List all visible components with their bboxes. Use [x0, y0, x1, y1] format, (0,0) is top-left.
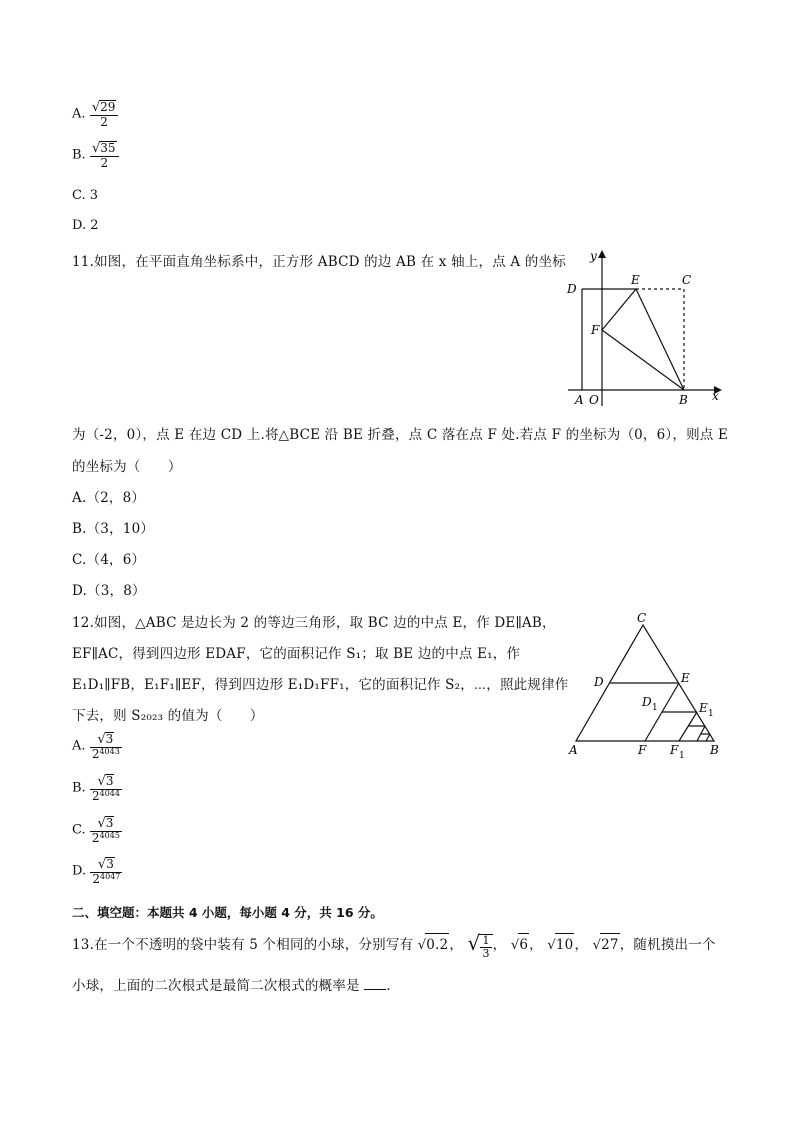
label-f: F [638, 743, 647, 757]
label-d1: D [642, 695, 652, 709]
q11-stem-line3: 的坐标为（ ） [72, 459, 182, 475]
label-e1-sub: 1 [708, 709, 714, 719]
base: 2 [91, 830, 100, 845]
q12-option-d[interactable] [72, 857, 122, 885]
radicand: 29 [100, 100, 116, 114]
radicand: 3 [106, 857, 114, 871]
option-label: A. [72, 106, 86, 122]
label-b: B [710, 743, 719, 757]
base: 2 [91, 788, 100, 803]
label-d1-sub: 1 [652, 703, 658, 713]
radicand: 10 [555, 933, 575, 956]
q11-option-c[interactable]: C.（4，6） [72, 552, 146, 568]
q13-line2: 小球，上面的二次根式是最简二次根式的概率是 [72, 978, 360, 994]
section-title: 二、填空题：本题共 4 小题，每小题 4 分，共 16 分。 [72, 905, 383, 920]
denominator: 2 [90, 156, 119, 170]
fraction: $\frac{√29}{2}$ [90, 100, 119, 128]
fraction: $\frac{√3}{2^{4044}}$ [91, 774, 120, 803]
q11-figure [562, 246, 722, 406]
label-f1: F [670, 743, 679, 757]
label-c: C [682, 273, 692, 287]
label-f1-sub: 1 [679, 751, 685, 758]
segment-e3f3 [706, 734, 710, 741]
base: 2 [91, 746, 100, 761]
exponent: 4047 [100, 871, 121, 881]
option-label: B. [72, 780, 86, 796]
label-e1: E [699, 701, 708, 715]
q13-suffix: ，随机摸出一个 [619, 937, 716, 954]
q11-option-d[interactable]: D.（3，8） [72, 583, 146, 599]
q12-stem-line2: EF∥AC，得到四边形 EDAF，它的面积记作 S₁；取 BE 边的中点 E₁，作 [72, 646, 521, 662]
q11-option-b[interactable]: B.（3，10） [72, 521, 155, 537]
label-b: B [679, 393, 688, 406]
label-e: E [631, 273, 640, 287]
q12-option-c[interactable] [72, 816, 122, 844]
label-c: C [637, 611, 647, 625]
q12-stem-line1: 12.如图，△ABC 是边长为 2 的等边三角形，取 BC 边的中点 E，作 DE∥AB， [72, 615, 556, 631]
label-y: y [590, 249, 597, 263]
q10-option-a[interactable] [72, 100, 118, 128]
radical-1: √0.2 [418, 933, 450, 957]
label-d: D [567, 282, 577, 296]
option-label: C. [72, 822, 86, 838]
q13-prefix: 13.在一个不透明的袋中装有 5 个相同的小球，分别写有 [72, 937, 414, 954]
radical-3: √6 [511, 933, 529, 957]
label-d: D [594, 675, 604, 689]
radicand: 35 [100, 141, 116, 155]
y-axis-arrow [598, 250, 606, 258]
q12-figure [562, 608, 722, 758]
q12-stem-line4: 下去，则 S₂₀₂₃ 的值为（ ） [72, 708, 264, 724]
fraction: $\frac{√3}{2^{4047}}$ [92, 857, 121, 886]
q13-stem-line2 [72, 974, 391, 994]
q12-stem-line3: E₁D₁∥FB，E₁F₁∥EF，得到四边形 E₁D₁FF₁，它的面积记作 S₂，⋯，照此规律作 [72, 677, 569, 693]
q11-option-a[interactable]: A.（2，8） [72, 490, 146, 506]
q12-option-a[interactable] [72, 732, 122, 760]
fraction: $\frac{√3}{2^{4043}}$ [91, 732, 120, 761]
radical-2: √ $\frac{1}{3}$ [468, 932, 493, 959]
q13-stem-line1: 13.在一个不透明的袋中装有 5 个相同的小球，分别写有 √0.2， √ $\frac{1}{3}$ ， √6， √10， √27，随机摸出一个 [72, 931, 716, 960]
q12-option-b[interactable] [72, 774, 122, 802]
option-label: A. [72, 738, 86, 754]
segment-ef [602, 289, 636, 330]
q13-end: . [386, 978, 391, 994]
segment-fb [602, 330, 684, 390]
exponent: 4045 [99, 830, 120, 840]
q11-stem-line1: 11.如图，在平面直角坐标系中，正方形 ABCD 的边 AB 在 x 轴上，点 A 的坐标 [72, 254, 566, 270]
label-a: A [569, 743, 578, 757]
segment-eb [636, 289, 684, 390]
option-label: B. [72, 147, 86, 163]
base: 2 [92, 871, 101, 886]
option-label: D. [72, 863, 87, 879]
numerator: 1 [482, 933, 490, 947]
radicand: 3 [105, 816, 114, 830]
radical-5: √27 [593, 933, 620, 957]
radicand: 6 [518, 933, 529, 956]
q11-stem-line2: 为（-2，0），点 E 在边 CD 上.将△BCE 沿 BE 折叠，点 C 落在点 F 处.若点 F 的坐标为（0，6），则点 E [72, 427, 729, 443]
radicand: 0.2 [425, 933, 449, 956]
label-o: O [589, 393, 599, 406]
radical-4: √10 [547, 933, 574, 957]
radicand: 3 [105, 774, 114, 788]
label-e: E [681, 671, 690, 685]
exponent: 4043 [99, 746, 120, 756]
label-x: x [712, 389, 719, 403]
q10-option-b[interactable] [72, 141, 119, 169]
label-f: F [591, 323, 600, 337]
answer-blank[interactable] [364, 977, 386, 990]
q10-option-c[interactable]: C. 3 [72, 188, 99, 203]
radicand: 3 [105, 732, 114, 746]
exponent: 4044 [99, 788, 120, 798]
denominator: 3 [482, 946, 490, 960]
radicand: 27 [600, 933, 620, 956]
q10-option-d[interactable]: D. 2 [72, 218, 99, 233]
fraction: $\frac{√3}{2^{4045}}$ [91, 816, 120, 845]
label-a: A [575, 393, 584, 406]
denominator: 2 [90, 115, 119, 129]
fraction: $\frac{√35}{2}$ [90, 141, 119, 169]
